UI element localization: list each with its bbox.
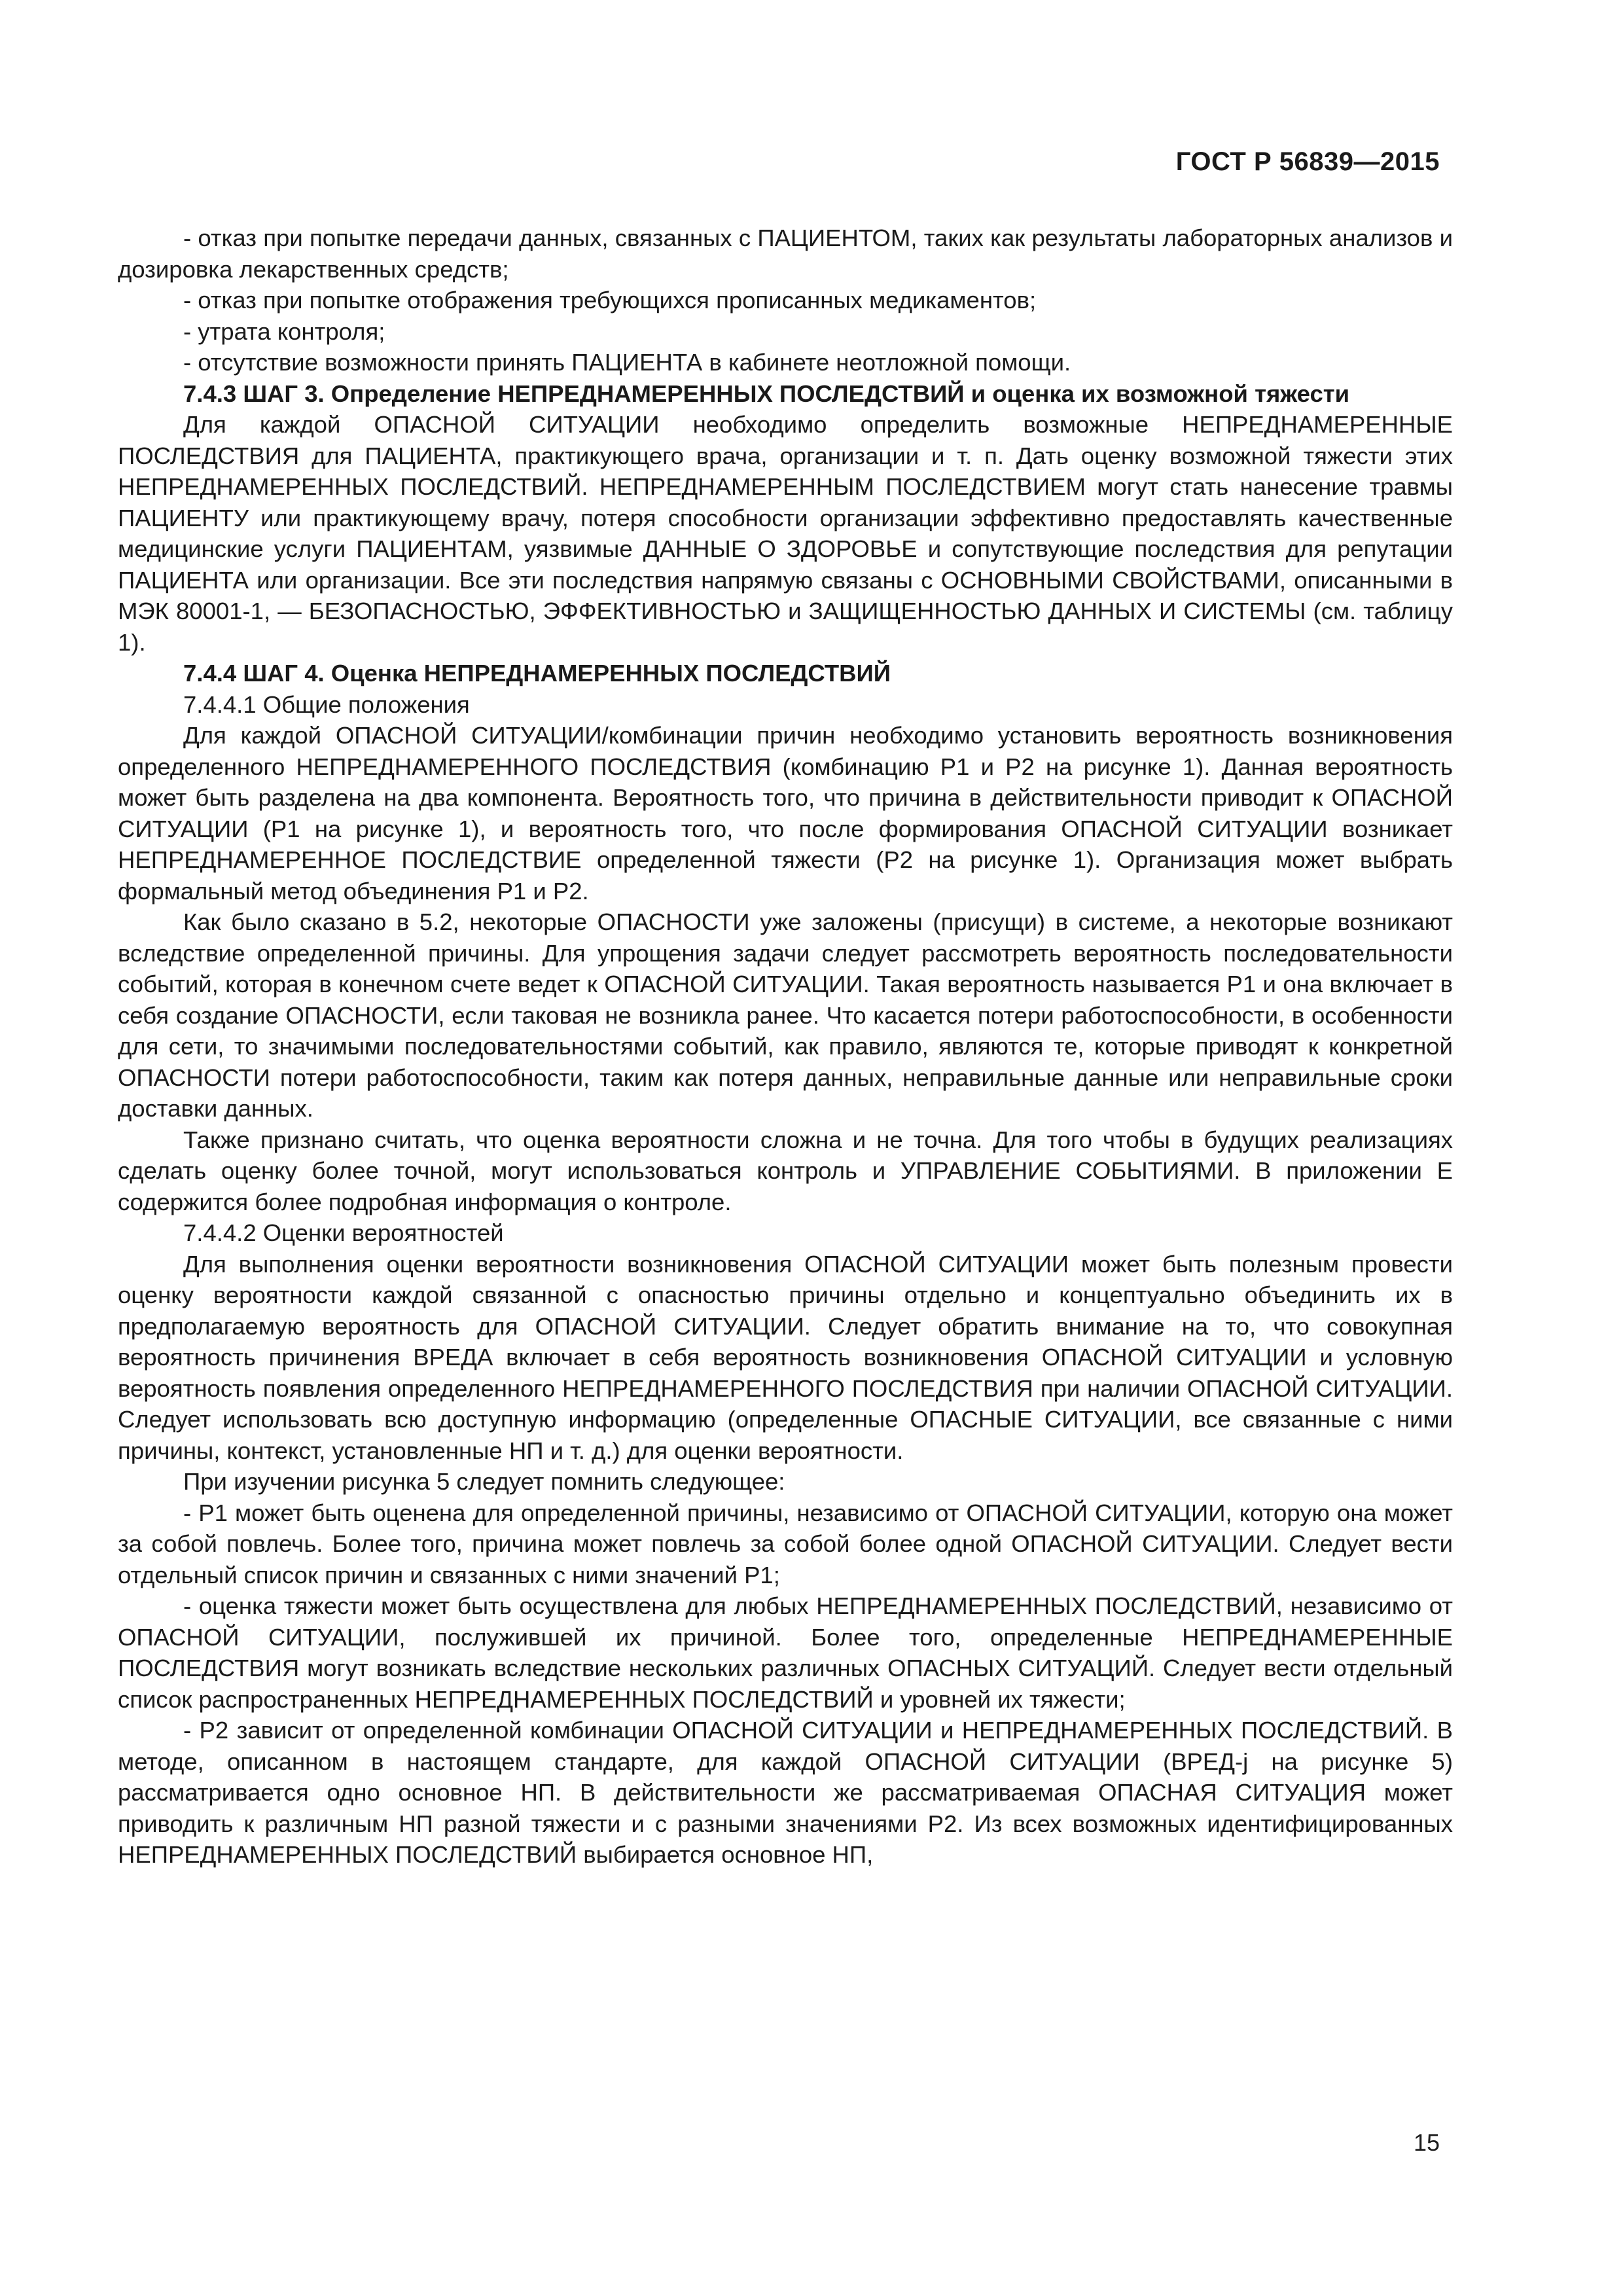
paragraph-1: - отказ при попытке передачи данных, связанных с ПАЦИЕНТОМ, таких как результаты лабораторных анализов и дозировка лекарственных средств; <box>118 224 1453 283</box>
paragraph-15: - Р1 может быть оценена для определенной причины, независимо от ОПАСНОЙ СИТУАЦИИ, которую она может за собой повлечь. Более того, причина может повлечь за собой более одной ОПАСНОЙ СИТУАЦИИ. Следует вести отдельный список причин и связанных с ними значений Р1; <box>118 1499 1453 1588</box>
page-number: 15 <box>1413 2129 1440 2156</box>
subsection-title-7-4-4-1: 7.4.4.1 Общие положения <box>183 691 470 718</box>
paragraph-2: - отказ при попытке отображения требующихся прописанных медикаментов; <box>183 287 1037 314</box>
page-body <box>118 223 1453 1871</box>
subsection-title-7-4-4-2: 7.4.4.2 Оценки вероятностей <box>183 1219 504 1246</box>
section-heading-7-4-3: 7.4.3 ШАГ 3. Определение НЕПРЕДНАМЕРЕННЫХ ПОСЛЕДСТВИЙ и оценка их возможной тяжести <box>183 380 1350 407</box>
paragraph-3: - утрата контроля; <box>183 317 385 345</box>
standard-id-header: ГОСТ Р 56839—2015 <box>1175 147 1440 176</box>
paragraph-10: Как было сказано в 5.2, некоторые ОПАСНОСТИ уже заложены (присущи) в системе, а некоторые возникают вследствие определенной причины. Для упрощения задачи следует рассмотреть вероятность последовательности событий, которая в конечном счете ведет к ОПАСНОЙ СИТУАЦИИ. Такая вероятность называется Р1 и она включает в себя создание ОПАСНОСТИ, если таковая не возникла ранее. Что касается потери работоспособности, в особенности для сети, то значимыми последовательностями событий, как правило, являются те, которые приводят к конкретной ОПАСНОСТИ потери работоспособности, таким как потеря данных, неправильные данные или неправильные сроки доставки данных. <box>118 908 1453 1122</box>
paragraph-9: Для каждой ОПАСНОЙ СИТУАЦИИ/комбинации причин необходимо установить вероятность возникновения определенного НЕПРЕДНАМЕРЕННОГО ПОСЛЕДСТВИЯ (комбинацию Р1 и Р2 на рисунке 1). Данная вероятность может быть разделена на два компонента. Вероятность того, что причина в действительности приводит к ОПАСНОЙ СИТУАЦИИ (Р1 на рисунке 1), и вероятность того, что после формирования ОПАСНОЙ СИТУАЦИИ возникает НЕПРЕДНАМЕРЕННОЕ ПОСЛЕДСТВИЕ определенной тяжести (Р2 на рисунке 1). Организация может выбрать формальный метод объединения Р1 и Р2. <box>118 722 1453 905</box>
paragraph-17: - Р2 зависит от определенной комбинации ОПАСНОЙ СИТУАЦИИ и НЕПРЕДНАМЕРЕННЫХ ПОСЛЕДСТВИЙ. В методе, описанном в настоящем стандарте, для каждой ОПАСНОЙ СИТУАЦИИ (ВРЕД-j на рисунке 5) рассматривается одно основное НП. В действительности же рассматриваемая ОПАСНАЯ СИТУАЦИЯ может приводить к различным НП разной тяжести и с разными значениями Р2. Из всех возможных идентифицированных НЕПРЕДНАМЕРЕННЫХ ПОСЛЕДСТВИЙ выбирается основное НП, <box>118 1717 1453 1868</box>
paragraph-4: - отсутствие возможности принять ПАЦИЕНТА в кабинете неотложной помощи. <box>183 349 1071 376</box>
paragraph-6: Для каждой ОПАСНОЙ СИТУАЦИИ необходимо определить возможные НЕПРЕДНАМЕРЕННЫЕ ПОСЛЕДСТВИЯ для ПАЦИЕНТА, практикующего врача, организации и т. п. Дать оценку возможной тяжести этих НЕПРЕДНАМЕРЕННЫХ ПОСЛЕДСТВИЙ. НЕПРЕДНАМЕРЕННЫМ ПОСЛЕДСТВИЕМ могут стать нанесение травмы ПАЦИЕНТУ или практикующему врачу, потеря способности организации эффективно предоставлять качественные медицинские услуги ПАЦИЕНТАМ, уязвимые ДАННЫЕ О ЗДОРОВЬЕ и сопутствующие последствия для репутации ПАЦИЕНТА или организации. Все эти последствия напрямую связаны с ОСНОВНЫМИ СВОЙСТВАМИ, описанными в МЭК 80001-1, — БЕЗОПАСНОСТЬЮ, ЭФФЕКТИВНОСТЬЮ и ЗАЩИЩЕННОСТЬЮ ДАННЫХ И СИСТЕМЫ (см. таблицу 1). <box>118 411 1453 656</box>
section-heading-7-4-4: 7.4.4 ШАГ 4. Оценка НЕПРЕДНАМЕРЕННЫХ ПОСЛЕДСТВИЙ <box>183 660 891 687</box>
paragraph-11: Также признано считать, что оценка вероятности сложна и не точна. Для того чтобы в будущих реализациях сделать оценку более точной, могут использоваться контроль и УПРАВЛЕНИЕ СОБЫТИЯМИ. В приложении Е содержится более подробная информация о контроле. <box>118 1126 1453 1215</box>
paragraph-14: При изучении рисунка 5 следует помнить следующее: <box>183 1468 785 1495</box>
paragraph-16: - оценка тяжести может быть осуществлена для любых НЕПРЕДНАМЕРЕННЫХ ПОСЛЕДСТВИЙ, независимо от ОПАСНОЙ СИТУАЦИИ, послужившей их причиной. Более того, определенные НЕПРЕДНАМЕРЕННЫЕ ПОСЛЕДСТВИЯ могут возникать вследствие нескольких различных ОПАСНЫХ СИТУАЦИЙ. Следует вести отдельный список распространенных НЕПРЕДНАМЕРЕННЫХ ПОСЛЕДСТВИЙ и уровней их тяжести; <box>118 1592 1453 1713</box>
paragraph-13: Для выполнения оценки вероятности возникновения ОПАСНОЙ СИТУАЦИИ может быть полезным провести оценку вероятности каждой связанной с опасностью причины отдельно и концептуально объединить их в предполагаемую вероятность для ОПАСНОЙ СИТУАЦИИ. Следует обратить внимание на то, что совокупная вероятность причинения ВРЕДА включает в себя вероятность возникновения ОПАСНОЙ СИТУАЦИИ и условную вероятность появления определенного НЕПРЕДНАМЕРЕННОГО ПОСЛЕДСТВИЯ при наличии ОПАСНОЙ СИТУАЦИИ. Следует использовать всю доступную информацию (определенные ОПАСНЫЕ СИТУАЦИИ, все связанные с ними причины, контекст, установленные НП и т. д.) для оценки вероятности. <box>118 1250 1453 1464</box>
